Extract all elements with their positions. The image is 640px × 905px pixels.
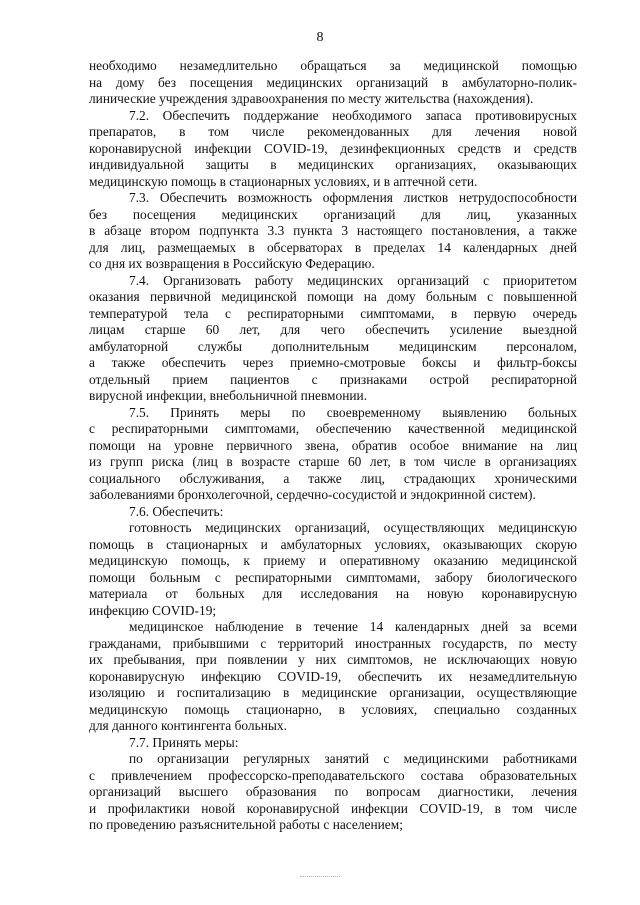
text-line: из групп риска (лиц в возрасте старше 60 лет, в том числе в организациях	[89, 454, 577, 469]
text-line: лицам старше 60 лет, для чего обеспечить усиление выездной	[89, 322, 577, 337]
text-line: оказания первичной медицинской помощи на дому больным с повышенной	[89, 289, 577, 304]
paragraph-continuation	[89, 58, 577, 108]
text-line: по организации регулярных занятий с медицинскими работниками	[129, 751, 577, 766]
text-line: коронавирусной инфекции COVID-19, дезинфекционных средств и средств	[89, 140, 577, 156]
paragraph-7-2	[89, 108, 577, 191]
text-line: в абзаце втором подпункта 3.3 пункта 3 настоящего постановления, а также	[89, 223, 577, 238]
text-line: линические учреждения здравоохранения по месту жительства (нахождения).	[89, 91, 534, 106]
paragraph-7-7	[89, 735, 577, 752]
text-line: со дня их возвращения в Российскую Федерацию.	[89, 256, 375, 271]
text-line: 7.2. Обеспечить поддержание необходимого запаса противовирусных	[129, 107, 577, 123]
text-line: помощи больным с респираторными симптомами, забору биологического	[89, 569, 577, 585]
text-line: медицинскую помощь стационарно, в условиях, специально созданных	[89, 701, 577, 717]
text-line: без посещения медицинских организаций для лиц, указанных	[89, 206, 577, 222]
text-line: амбулаторной службы дополнительным медицинским персоналом,	[89, 338, 577, 354]
text-line: медицинскую помощь в стационарных условиях, и в аптечной сети.	[89, 173, 478, 189]
paragraph-7-5	[89, 405, 577, 504]
text-line: инфекцию COVID-19;	[89, 602, 217, 618]
text-line: помощи на уровне первичного звена, обратив особое внимание на лиц	[89, 437, 577, 453]
text-line: вирусной инфекции, внебольничной пневмонии.	[89, 388, 368, 403]
text-line: индивидуальной защиты в медицинских организациях, оказывающих	[89, 157, 577, 172]
text-line: для данного контингента больных.	[89, 718, 287, 733]
text-line: необходимо незамедлительно обращаться за медицинской помощью	[89, 58, 577, 73]
text-line: материала от больных для исследования на новую коронавирусную	[89, 586, 577, 601]
text-line: заболеваниями бронхолегочной, сердечно-сосудистой и эндокринной систем).	[89, 487, 536, 502]
text-line: и профилактики новой коронавирусной инфекции COVID-19, в том числе	[89, 800, 577, 816]
text-line: с привлечением профессорско-преподавательского состава образовательных	[89, 767, 577, 783]
paragraph-7-6-monitoring	[89, 619, 577, 735]
page-number: 8	[316, 30, 324, 45]
text-line: 7.4. Организовать работу медицинских организаций с приоритетом	[129, 272, 577, 288]
paragraph-7-6-readiness	[89, 520, 577, 619]
text-line: 7.6. Обеспечить:	[129, 503, 224, 519]
text-line: их пребывания, при появлении у них симптомов, не исключающих новую	[89, 652, 577, 667]
text-line: коронавирусную инфекцию COVID-19, обеспечить их незамедлительную	[89, 668, 577, 684]
text-line: с респираторными симптомами, обеспечению качественной медицинской	[89, 421, 577, 436]
text-line: 7.3. Обеспечить возможность оформления листков нетрудоспособности	[129, 190, 577, 205]
text-line: 7.5. Принять меры по своевременному выявлению больных	[129, 404, 577, 420]
text-line: для лиц, размещаемых в обсерваторах в пределах 14 календарных дней	[89, 239, 577, 255]
text-line: на дому без посещения медицинских организаций в амбулаторно-полик-	[89, 74, 577, 90]
text-line: температурой тела с респираторными симптомами, в первую очередь	[89, 305, 577, 321]
text-line: изоляцию и госпитализацию в медицинские организации, осуществляющие	[89, 685, 577, 700]
paragraph-7-6	[89, 504, 577, 521]
text-line: а также обеспечить через приемно-смотровые боксы и фильтр-боксы	[89, 355, 577, 370]
text-line: 7.7. Принять меры:	[129, 734, 239, 750]
text-line: препаратов, в том числе рекомендованных для лечения новой	[89, 124, 577, 139]
text-line: отдельный прием пациентов с признаками острой респираторной	[89, 371, 577, 387]
text-line: организаций высшего образования по вопросам диагностики, лечения	[89, 784, 577, 799]
paragraph-7-3	[89, 190, 577, 273]
paragraph-7-7-training	[89, 751, 577, 834]
text-line: готовность медицинских организаций, осуществляющих медицинскую	[129, 520, 577, 535]
text-line: помощь в стационарных и амбулаторных условиях, оказывающих скорую	[89, 536, 577, 552]
document-body	[89, 58, 577, 834]
text-line: гражданами, прибывшими с территорий иностранных государств, по месту	[89, 635, 577, 651]
text-line: медицинскую помощь, к приему и оперативному оказанию медицинской	[89, 553, 577, 568]
text-line: по проведению разъяснительной работы с населением;	[89, 817, 403, 832]
paragraph-7-4	[89, 273, 577, 405]
scan-artifact-divider	[300, 876, 340, 879]
text-line: медицинское наблюдение в течение 14 календарных дней за всеми	[129, 619, 577, 634]
text-line: социального обслуживания, а также лиц, страдающих хроническими	[89, 470, 577, 486]
